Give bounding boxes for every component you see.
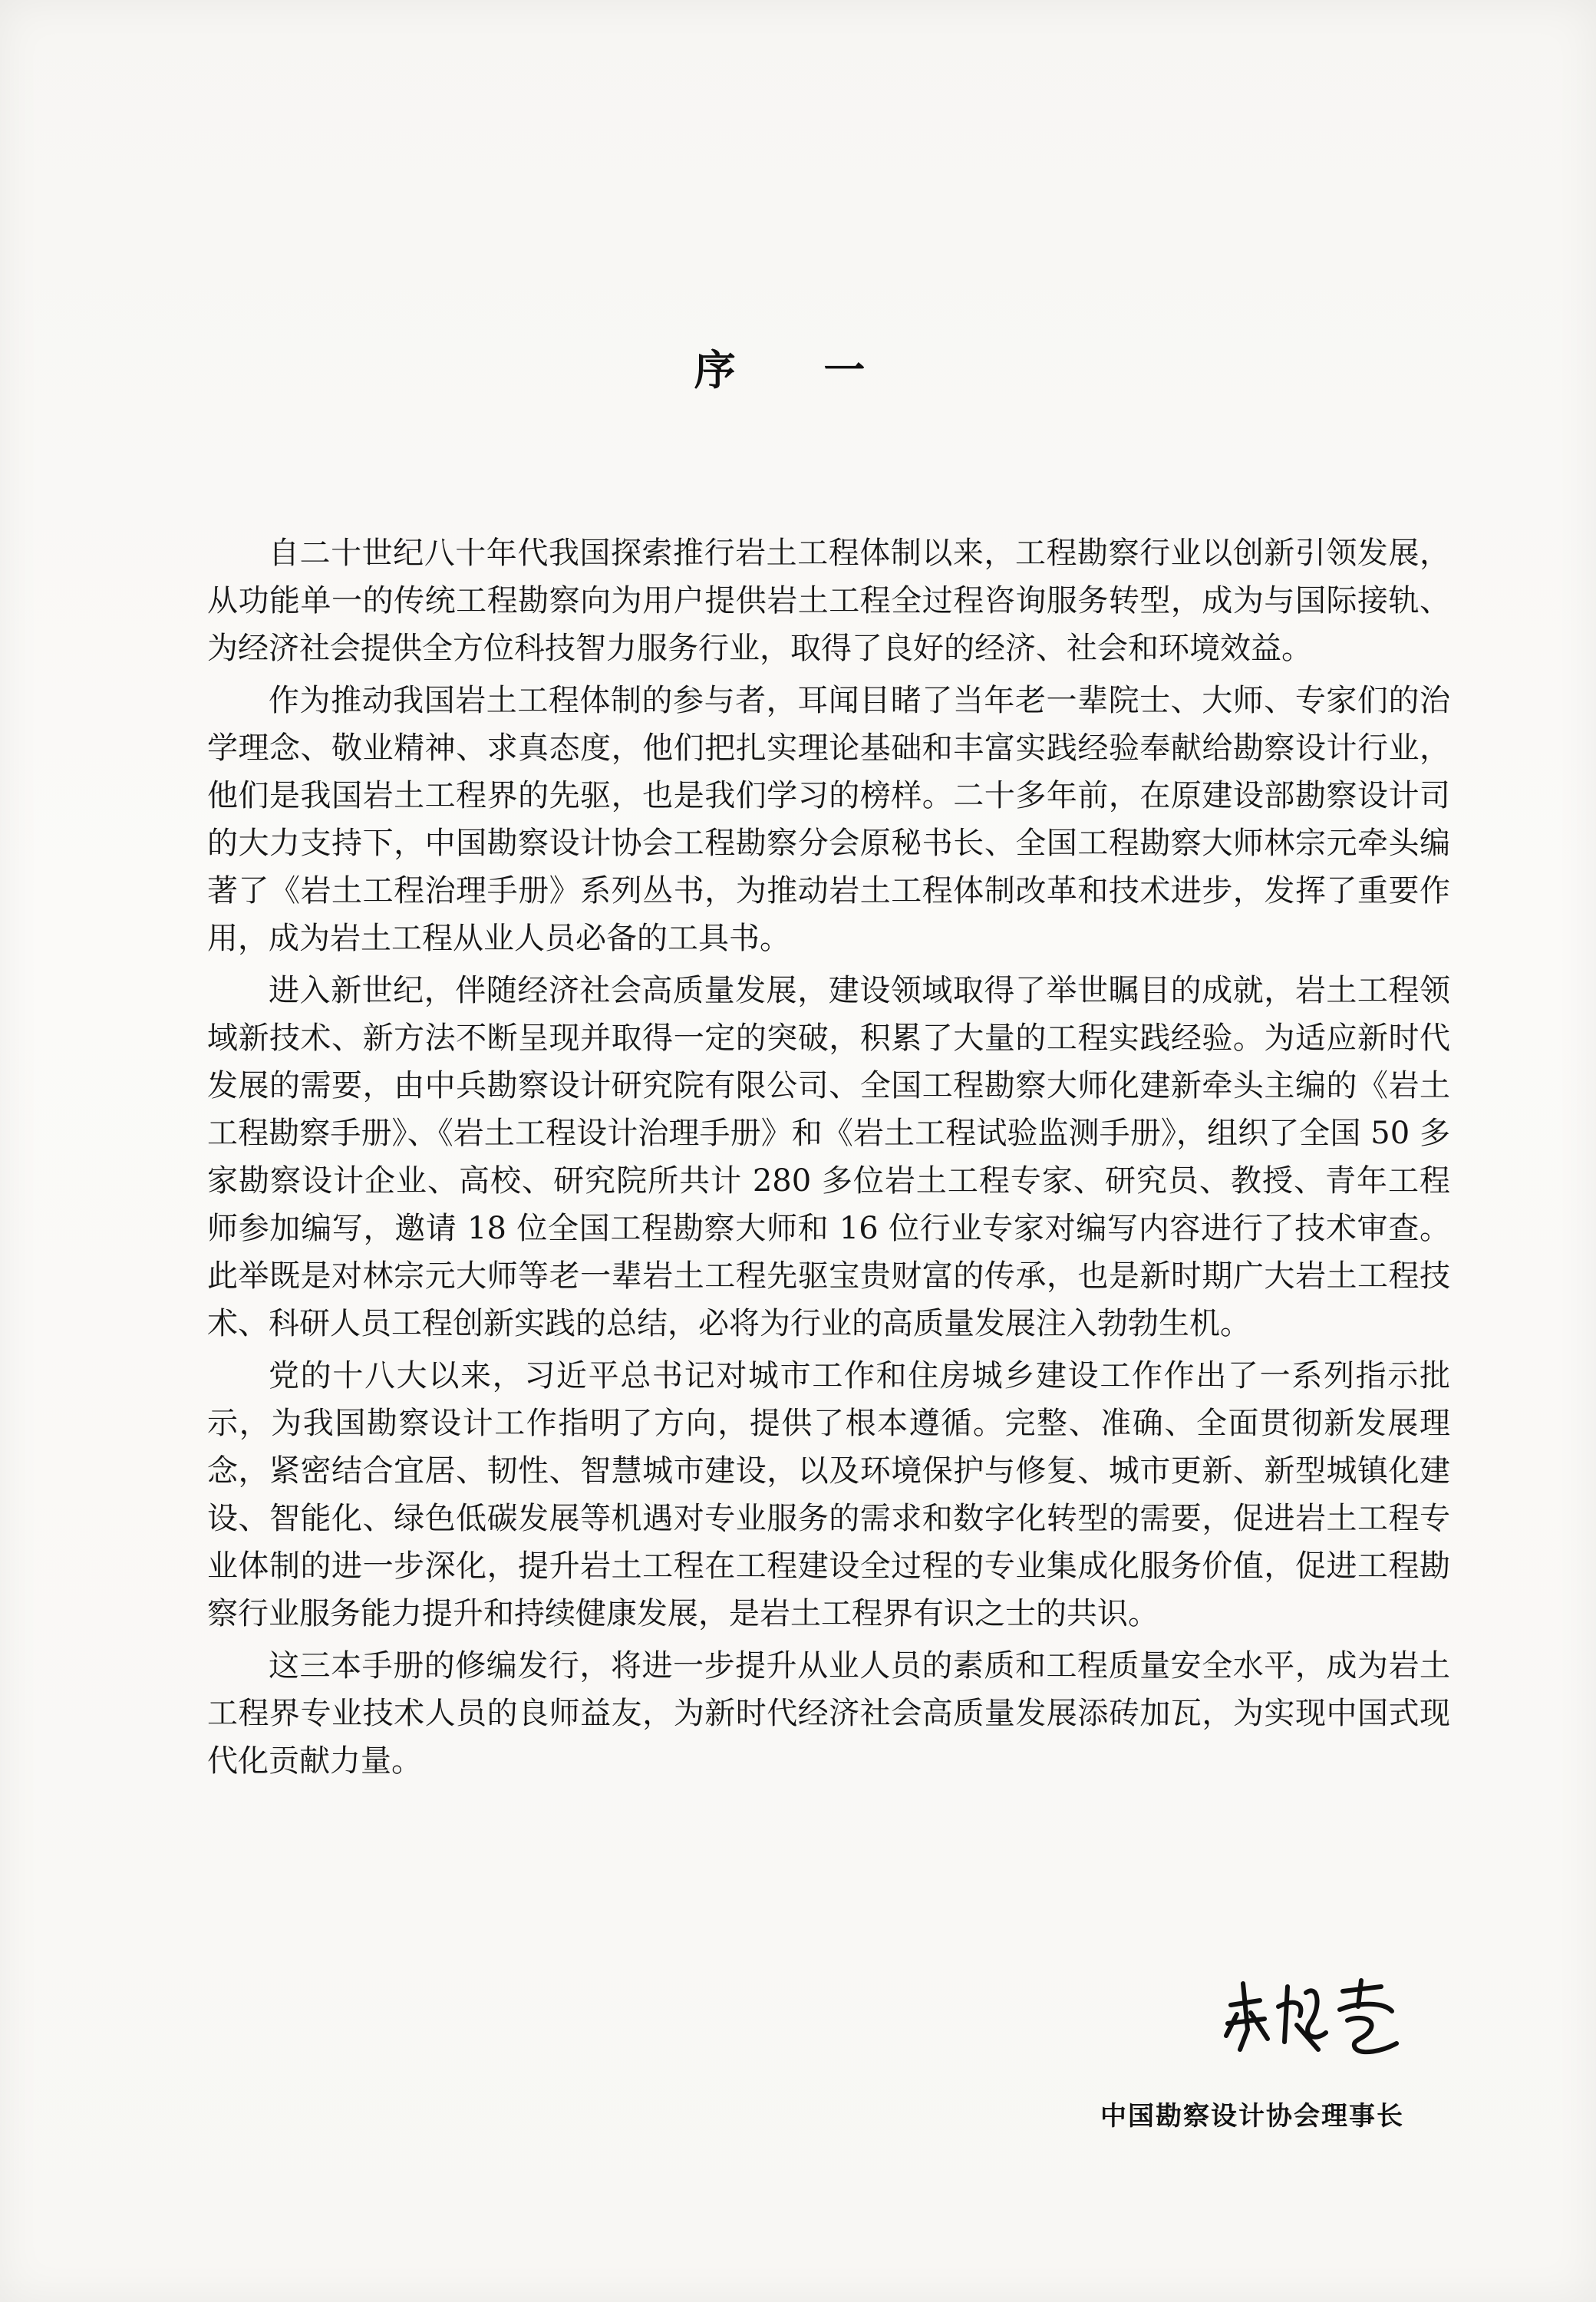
preface-body bbox=[207, 529, 1450, 1785]
signature-caption: 中国勘察设计协会理事长 bbox=[1100, 2101, 1404, 2132]
paragraph-4: 党的十八大以来，习近平总书记对城市工作和住房城乡建设工作作出了一系列指示批示，为我国勘察设计工作指明了方向，提供了根本遵循。完整、准确、全面贯彻新发展理念，紧密结合宜居、韧性、智慧城市建设，以及环境保护与修复、城市更新、新型城镇化建设、智能化、绿色低碳发展等机遇对专业服务的需求和数字化转型的需要，促进岩土工程专业体制的进一步深化，提升岩土工程在工程建设全过程的专业集成化服务价值，促进工程勘察行业服务能力提升和持续健康发展，是岩土工程界有识之士的共识。 bbox=[207, 1358, 1450, 1631]
paragraph-5: 这三本手册的修编发行，将进一步提升从业人员的素质和工程质量安全水平，成为岩土工程界专业技术人员的良师益友，为新时代经济社会高质量发展添砖加瓦，为实现中国式现代化贡献力量。 bbox=[207, 1648, 1450, 1779]
page-title: 序 一 bbox=[694, 346, 902, 394]
paragraph-1: 自二十世纪八十年代我国探索推行岩土工程体制以来，工程勘察行业以创新引领发展，从功能单一的传统工程勘察向为用户提供岩土工程全过程咨询服务转型，成为与国际接轨、为经济社会提供全方位科技智力服务行业，取得了良好的经济、社会和环境效益。 bbox=[207, 536, 1450, 666]
handwritten-signature bbox=[1220, 1976, 1404, 2060]
paragraph-2: 作为推动我国岩土工程体制的参与者，耳闻目睹了当年老一辈院士、大师、专家们的治学理念、敬业精神、求真态度，他们把扎实理论基础和丰富实践经验奉献给勘察设计行业，他们是我国岩土工程界的先驱，也是我们学习的榜样。二十多年前，在原建设部勘察设计司的大力支持下，中国勘察设计协会工程勘察分会原秘书长、全国工程勘察大师林宗元牵头编著了《岩土工程治理手册》系列丛书，为推动岩土工程体制改革和技术进步，发挥了重要作用，成为岩土工程从业人员必备的工具书。 bbox=[207, 683, 1450, 956]
paragraph-3: 进入新世纪，伴随经济社会高质量发展，建设领域取得了举世瞩目的成就，岩土工程领域新技术、新方法不断呈现并取得一定的突破，积累了大量的工程实践经验。为适应新时代发展的需要，由中兵勘察设计研究院有限公司、全国工程勘察大师化建新牵头主编的《岩土工程勘察手册》、《岩土工程设计治理手册》和《岩土工程试验监测手册》，组织了全国 50 多家勘察设计企业、高校、研究院所共计 280 多位岩土工程专家、研究员、教授、青年工程师参加编写，邀请 18 位全国工程勘察大师和 16 位行业专家对编写内容进行了技术审查。此举既是对林宗元大师等老一辈岩土工程先驱宝贵财富的传承，也是新时期广大岩土工程技术、科研人员工程创新实践的总结，必将为行业的高质量发展注入勃勃生机。 bbox=[207, 973, 1450, 1341]
